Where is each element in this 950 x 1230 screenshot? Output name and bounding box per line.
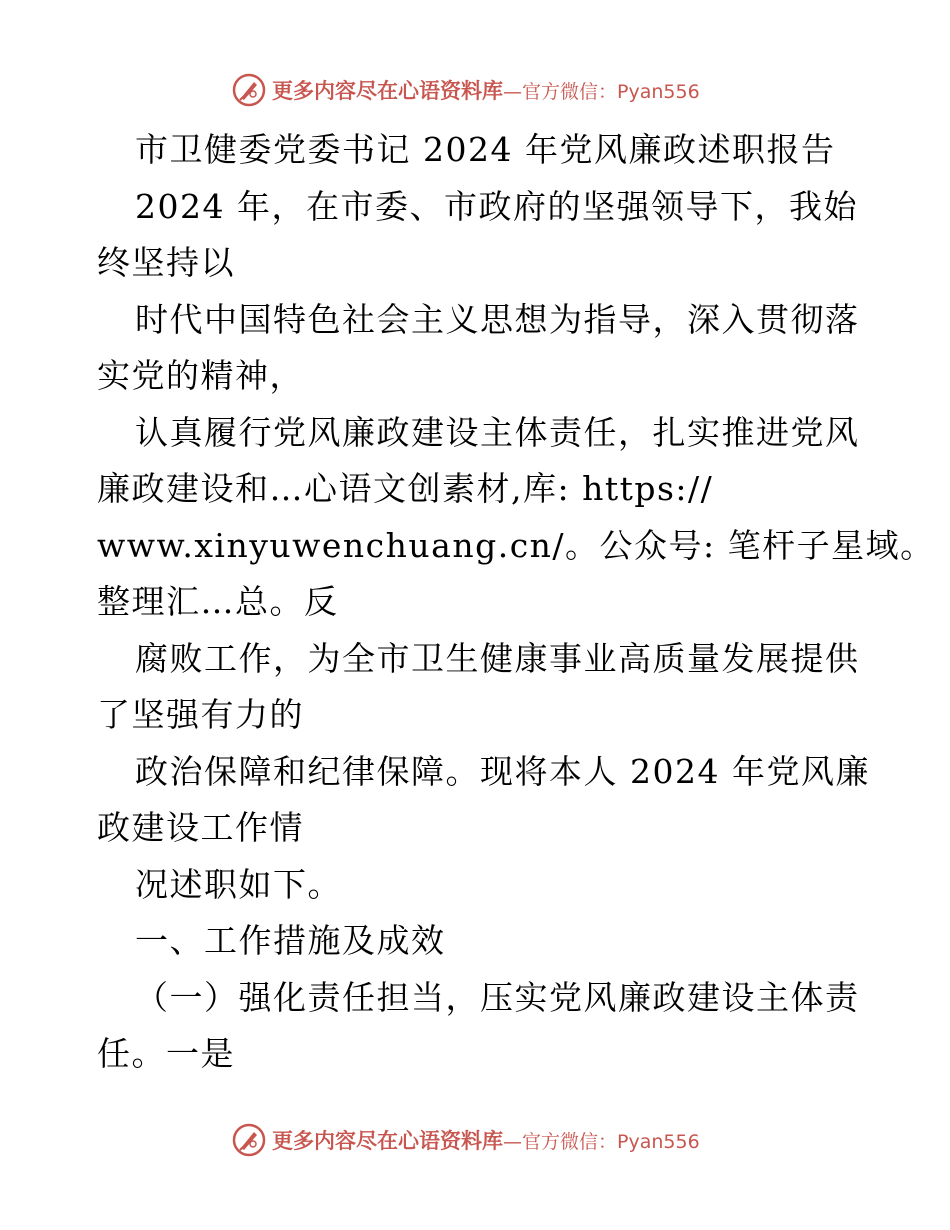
paragraph-line: 整理汇…总。反 (97, 582, 339, 621)
header-watermark-contact: —官方微信：Pyan556 (503, 80, 700, 103)
header-watermark-text: 更多内容尽在心语资料库 (272, 78, 503, 103)
paragraph-line: 政建设工作情 (97, 808, 304, 847)
footer-watermark-text: 更多内容尽在心语资料库 (272, 1128, 503, 1153)
document-title: 市卫健委党委书记 2024 年党风廉政述职报告 (135, 130, 836, 169)
paragraph-line: 况述职如下。 (135, 864, 342, 904)
document-body (97, 122, 935, 1083)
footer-watermark-contact: —官方微信：Pyan556 (503, 1130, 700, 1153)
paragraph-line: 了坚强有力的 (97, 695, 304, 734)
section-heading: 一、工作措施及成效 (135, 921, 446, 960)
footer-watermark-banner (232, 1122, 752, 1158)
paragraph-line: 实党的精神， (97, 356, 304, 395)
paragraph-line: 认真履行党风廉政建设主体责任，扎实推进党风 (135, 412, 860, 452)
feather-pen-logo-icon (232, 73, 266, 107)
paragraph-line: 时代中国特色社会主义思想为指导，深入贯彻落 (135, 299, 860, 339)
paragraph-line: 腐败工作，为全市卫生健康事业高质量发展提供 (135, 638, 860, 678)
paragraph-line: 任。一是 (97, 1034, 235, 1073)
paragraph-line: 政治保障和纪律保障。现将本人 2024 年党风廉 (135, 751, 870, 791)
paragraph-line: 廉政建设和…心语文创素材,库: https:// (97, 469, 714, 508)
subsection-heading: （一）强化责任担当，压实党风廉政建设主体责 (135, 977, 860, 1017)
header-watermark-banner (232, 72, 752, 108)
paragraph-line: 2024 年，在市委、市政府的坚强领导下，我始 (135, 186, 858, 226)
paragraph-line: 终坚持以 (97, 243, 235, 282)
feather-pen-logo-icon (232, 1123, 266, 1157)
paragraph-line: www.xinyuwenchuang.cn/。公众号: 笔杆子星域。 (97, 525, 935, 565)
